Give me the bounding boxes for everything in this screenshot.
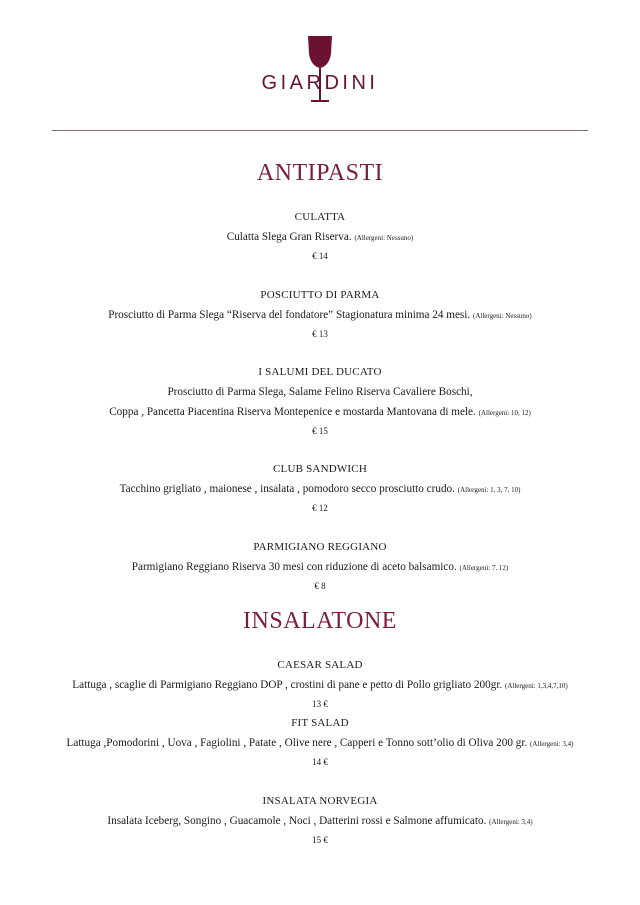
brand-name: GIARDINI bbox=[261, 72, 379, 94]
allergens-note: (Allergeni: Nessuno) bbox=[472, 312, 532, 320]
menu-item-description bbox=[0, 679, 640, 691]
allergens-note: (Allergeni: 3,4) bbox=[530, 740, 574, 748]
menu-item-name: INSALATA NORVEGIA bbox=[262, 795, 378, 807]
menu-item-description bbox=[0, 737, 640, 749]
description-text: Tacchino grigliato , maionese , insalata , pomodoro secco prosciutto crudo. bbox=[119, 483, 455, 495]
description-text: Lattuga , scaglie di Parmigiano Reggiano DOP , crostini di pane e petto di Pollo grigliato 200gr. bbox=[72, 679, 503, 691]
menu-item-description bbox=[0, 406, 640, 418]
brand-logo bbox=[0, 30, 640, 110]
menu-item-name: CAESAR SALAD bbox=[277, 659, 363, 671]
description-text: Insalata Iceberg, Songino , Guacamole , Noci , Datterini rossi e Salmone affumicato. bbox=[107, 815, 487, 827]
menu-item-description bbox=[0, 483, 640, 495]
menu-item-price: 15 € bbox=[312, 835, 328, 845]
description-text: Prosciutto di Parma Slega, Salame Felino Riserva Cavaliere Boschi, bbox=[167, 386, 473, 398]
menu-item-price: € 14 bbox=[312, 251, 328, 261]
allergens-note: (Allergeni: 1, 3, 7, 10) bbox=[457, 486, 521, 494]
menu-item-name: CLUB SANDWICH bbox=[273, 463, 367, 475]
allergens-note: (Allergeni: 1,3,4,7,10) bbox=[505, 682, 568, 690]
menu-item-price: 14 € bbox=[312, 757, 328, 767]
section-title-insalatone: INSALATONE bbox=[243, 608, 397, 634]
allergens-note: (Allergeni: 3,4) bbox=[489, 818, 533, 826]
description-text: Parmigiano Reggiano Riserva 30 mesi con riduzione di aceto balsamico. bbox=[131, 561, 457, 573]
menu-item-name: POSCIUTTO DI PARMA bbox=[260, 289, 380, 301]
menu-item-description bbox=[0, 231, 640, 243]
allergens-note: (Allergeni: Nessuno) bbox=[354, 234, 414, 242]
wine-glass-icon bbox=[260, 30, 380, 110]
allergens-note: (Allergeni: 10, 12) bbox=[478, 409, 531, 417]
menu-item-description bbox=[0, 815, 640, 827]
menu-item-name: FIT SALAD bbox=[291, 717, 349, 729]
menu-item-price: 13 € bbox=[312, 699, 328, 709]
description-text: Culatta Slega Gran Riserva. bbox=[226, 231, 352, 243]
description-text: Coppa , Pancetta Piacentina Riserva Montepenice e mostarda Mantovana di mele. bbox=[109, 406, 476, 418]
menu-item-description bbox=[0, 386, 640, 398]
menu-item-description bbox=[0, 561, 640, 573]
menu-item-description bbox=[0, 309, 640, 321]
header-divider bbox=[52, 130, 588, 131]
menu-item-price: € 12 bbox=[312, 503, 328, 513]
menu-item-price: € 8 bbox=[314, 581, 326, 591]
menu-item-name: CULATTA bbox=[294, 211, 346, 223]
description-text: Prosciutto di Parma Slega “Riserva del fondatore” Stagionatura minima 24 mesi. bbox=[108, 309, 471, 321]
menu-item-price: € 15 bbox=[312, 426, 328, 436]
menu-item-name: PARMIGIANO REGGIANO bbox=[253, 541, 387, 553]
section-title-antipasti: ANTIPASTI bbox=[256, 160, 384, 186]
description-text: Lattuga ,Pomodorini , Uova , Fagiolini , Patate , Olive nere , Capperi e Tonno sott’olio di Oliva 200 gr. bbox=[66, 737, 528, 749]
menu-item-name: I SALUMI DEL DUCATO bbox=[258, 366, 382, 378]
menu-item-price: € 13 bbox=[312, 329, 328, 339]
allergens-note: (Allergeni: 7, 12) bbox=[459, 564, 509, 572]
